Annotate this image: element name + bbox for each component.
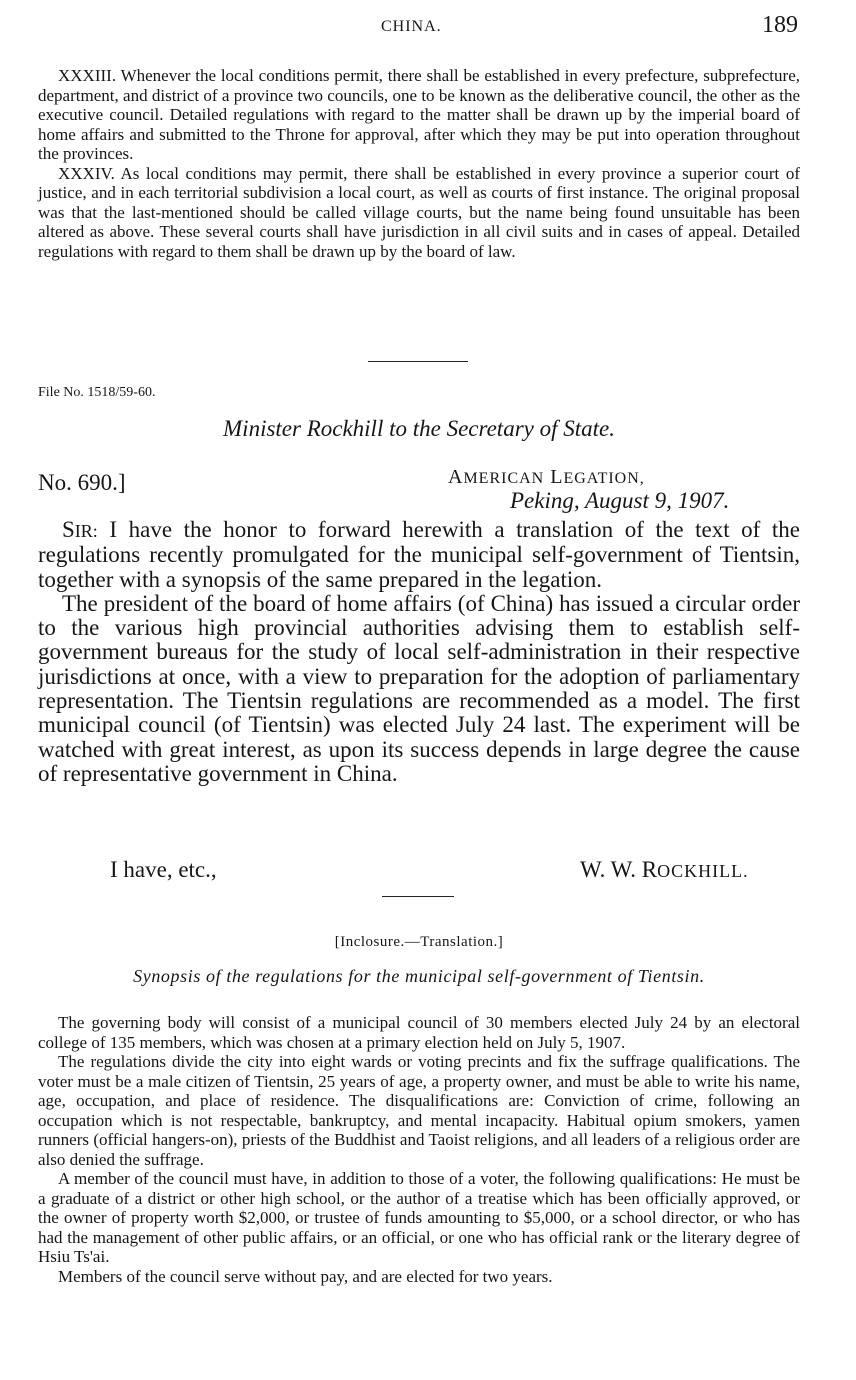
signoff bbox=[38, 857, 800, 883]
article-xxxiv: XXXIV. As local conditions may permit, there shall be established in every province a superior court of justice, and in each territorial subdivision a local court, as well as courts of first instance. The original proposal was that the last-mentioned should be called village courts, but the name being found unsuitable has been altered as above. These several courts shall have jurisdiction in all civil suits and in cases of appeal. Detailed regulations with regard to them shall be drawn up by the board of law. bbox=[38, 163, 800, 261]
legation-word-1: MERICAN bbox=[463, 470, 545, 487]
legation-initial-l: L bbox=[550, 466, 564, 488]
synopsis-title: Synopsis of the regulations for the municipal self-government of Tientsin. bbox=[133, 966, 705, 986]
synopsis-paragraph: The governing body will consist of a municipal council of 30 members elected July 24 by an electoral college of 135 members, which was chosen at a primary election held on July 5, 1907. bbox=[38, 1013, 800, 1052]
articles-section bbox=[38, 66, 800, 261]
running-title: CHINA. bbox=[381, 18, 442, 35]
file-number: File No. 1518/59-60. bbox=[38, 385, 156, 400]
synopsis-paragraph: A member of the council must have, in addition to those of a voter, the following qualifications: He must be a graduate of a district or other high school, or the author of a treatise which has been officially approved, or the owner of property worth $2,000, or trustee of funds amounting to $5,000, or a school director, or who has had the management of other public affairs, or an official, or one who has official rank or the literary degree of Hsiu Ts'ai. bbox=[38, 1169, 800, 1266]
section-divider bbox=[382, 896, 454, 897]
letter-heading: Minister Rockhill to the Secretary of State. bbox=[223, 416, 615, 441]
closing: I have, etc., bbox=[110, 857, 217, 882]
signature: W. W. ROCKHILL. bbox=[580, 857, 749, 882]
letter-paragraph: SIR: I have the honor to forward herewith a translation of the text of the regulations recently promulgated for the municipal self-government of Tientsin, together with a synopsis of the same prepared in the legation. bbox=[38, 517, 801, 592]
synopsis-paragraph: Members of the council serve without pay, and are elected for two years. bbox=[58, 1266, 553, 1286]
section-divider bbox=[368, 361, 468, 362]
letter-body bbox=[38, 518, 800, 786]
despatch-number: No. 690.] bbox=[38, 470, 126, 495]
legation-line bbox=[448, 466, 645, 489]
date-line: Peking, August 9, 1907. bbox=[510, 488, 730, 513]
article-xxxiii: XXXIII. Whenever the local conditions permit, there shall be established in every prefecture, subprefecture, department, and district of a province two councils, one to be known as the deliberative council, the other as the executive council. Detailed regulations with regard to the matter shall be drawn up by the imperial board of home affairs and submitted to the Throne for approval, after which they may be put into operation throughout the provinces. bbox=[38, 66, 800, 163]
synopsis-section bbox=[38, 1013, 800, 1286]
salutation: SIR: bbox=[62, 517, 98, 542]
legation-word-2: EGATION, bbox=[563, 470, 645, 487]
letter-paragraph: The president of the board of home affairs (of China) has issued a circular order to the various high provincial authorities advising them to establish self-government bureaus for the study of local self-administration in their respective jurisdictions at once, with a view to preparation for the adoption of parliamentary representation. The Tientsin regulations are recommended as a model. The first municipal council (of Tientsin) was elected July 24 last. The experiment will be watched with great interest, as upon its success depends in large degree the cause of representative government in China. bbox=[38, 590, 800, 786]
synopsis-paragraph: The regulations divide the city into eight wards or voting precints and fix the suffrage qualifications. The voter must be a male citizen of Tientsin, 25 years of age, a property owner, and must be able to write his name, age, occupation, and place of residence. The disqualifications are: Conviction of crime, following an occupation which is not respectable, bankruptcy, and mental incapacity. Habitual opium smokers, yamen runners (official hangers-on), priests of the Buddhist and Taoist religions, and all leaders of a religious order are also denied the suffrage. bbox=[38, 1052, 800, 1169]
page-number: 189 bbox=[762, 12, 798, 38]
inclosure-label: [Inclosure.—Translation.] bbox=[334, 934, 504, 950]
legation-initial-a: A bbox=[448, 466, 464, 488]
running-header bbox=[38, 12, 800, 42]
